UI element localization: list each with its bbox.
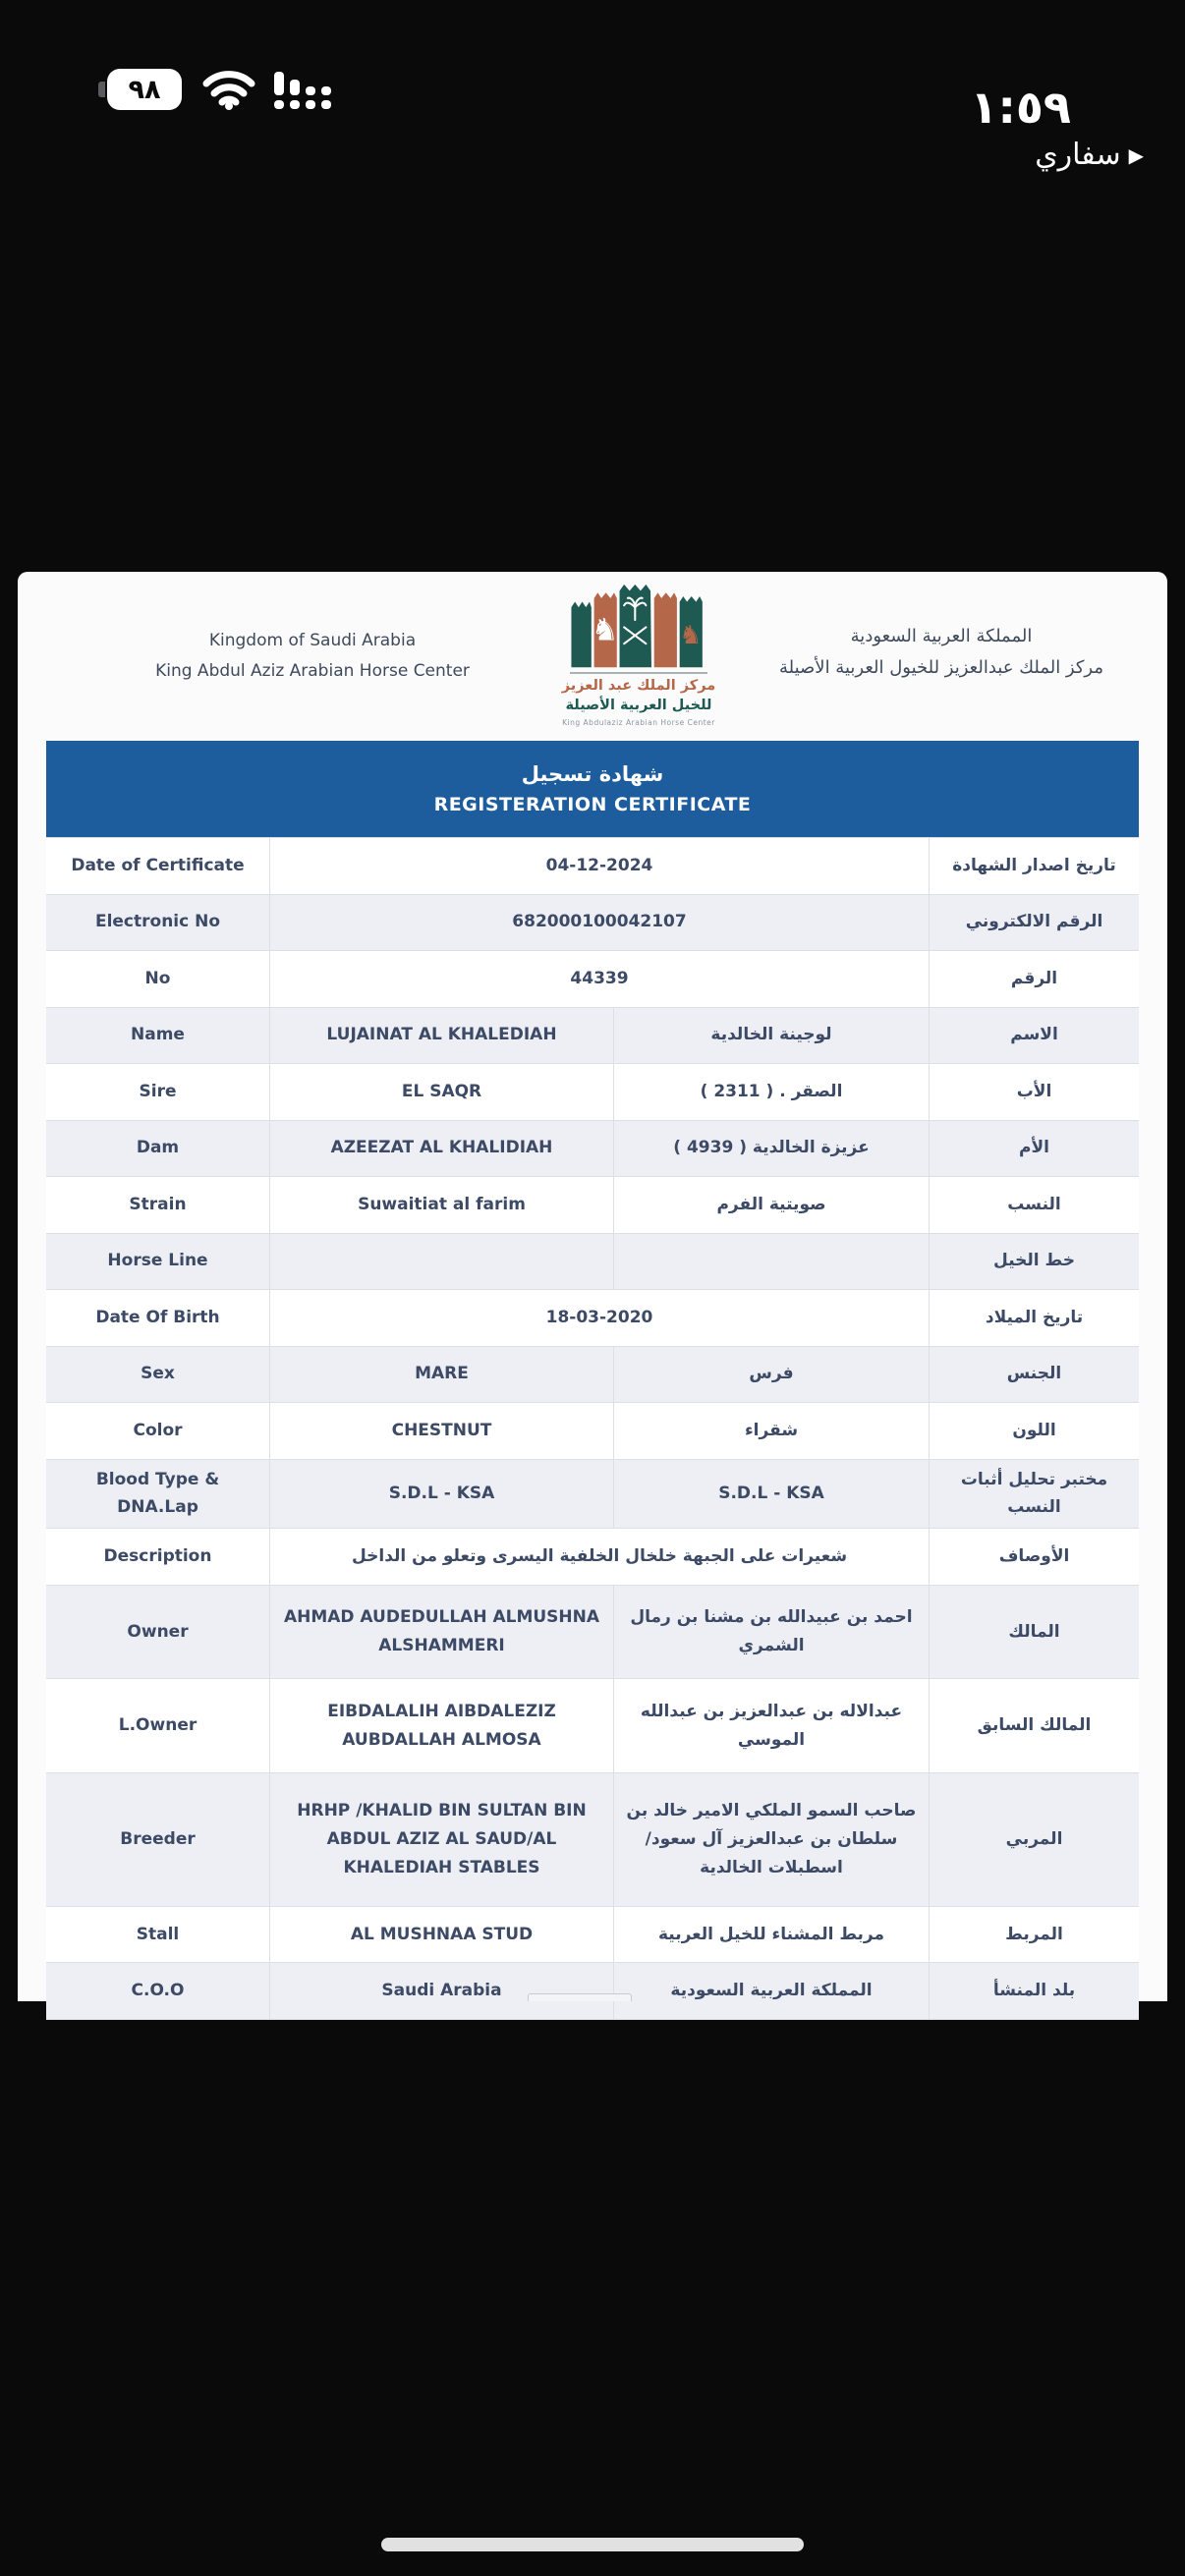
battery-icon	[98, 69, 182, 110]
row-label-en: Breeder	[120, 1828, 196, 1849]
row-value-en: EIBDALALIH AIBDALEZIZ AUBDALLAH ALMOSA	[269, 1679, 613, 1772]
table-row	[46, 1403, 1139, 1460]
row-label-en: Strain	[129, 1194, 187, 1214]
row-value-en: LUJAINAT AL KHALEDIAH	[269, 1008, 613, 1064]
battery-nub	[98, 82, 105, 97]
wifi-icon	[201, 69, 256, 110]
row-label-ar: المربي	[929, 1773, 1139, 1906]
svg-text:♞: ♞	[591, 612, 619, 648]
table-row	[46, 1963, 1139, 2020]
row-value-ar: شقراء	[613, 1403, 929, 1459]
svg-text:♞: ♞	[679, 621, 703, 651]
table-row	[46, 895, 1139, 952]
banner-title-english: REGISTERATION CERTIFICATE	[433, 794, 752, 815]
table-row	[46, 838, 1139, 895]
row-label-ar: مختبر تحليل أثبات النسب	[929, 1460, 1139, 1529]
row-label-en: Owner	[127, 1621, 189, 1642]
row-value-ar: مربط المشناء للخيل العربية	[613, 1907, 929, 1963]
row-label-ar: الأم	[929, 1121, 1139, 1177]
row-label-ar: تاريخ الميلاد	[929, 1290, 1139, 1346]
row-label-en: Date Of Birth	[95, 1307, 220, 1327]
row-value-en: AHMAD AUDEDULLAH ALMUSHNA ALSHAMMERI	[269, 1586, 613, 1679]
table-row	[46, 1529, 1139, 1586]
row-value-en: MARE	[269, 1347, 613, 1403]
row-value-en: Suwaitiat al farim	[269, 1177, 613, 1233]
row-value: 04-12-2024	[269, 838, 929, 894]
return-app-label: سفاري	[1035, 138, 1121, 172]
row-label-en: No	[144, 968, 171, 988]
row-value-en: Saudi Arabia	[269, 1963, 613, 2019]
table-row	[46, 1290, 1139, 1347]
next-element-peek	[528, 1993, 632, 2001]
table-row	[46, 1177, 1139, 1234]
row-label-ar: اللون	[929, 1403, 1139, 1459]
certificate-table	[46, 837, 1139, 2020]
table-row	[46, 1347, 1139, 1404]
row-value-en: AL MUSHNAA STUD	[269, 1907, 613, 1963]
row-label-en: Blood Type & DNA.Lap	[95, 1469, 220, 1518]
row-label-ar: الجنس	[929, 1347, 1139, 1403]
row-label-en: Name	[131, 1025, 185, 1045]
table-row	[46, 1907, 1139, 1964]
row-value-en	[269, 1234, 613, 1290]
row-value-en: EL SAQR	[269, 1064, 613, 1120]
row-label-ar: الأب	[929, 1064, 1139, 1120]
row-label-ar: النسب	[929, 1177, 1139, 1233]
row-value-en: S.D.L - KSA	[269, 1460, 613, 1529]
row-label-ar: خط الخيل	[929, 1234, 1139, 1290]
row-value-ar	[613, 1234, 929, 1290]
battery-percent: ٩٨	[128, 74, 161, 105]
row-value-ar: المملكة العربية السعودية	[613, 1963, 929, 2019]
row-value-ar: الصقر . ( 2311 )	[613, 1064, 929, 1120]
row-value: شعيرات على الجبهة خلخال الخلفية اليسرى وتعلو من الداخل	[269, 1529, 929, 1585]
certificate-document	[18, 572, 1167, 2001]
logo-english-caption: King Abdulaziz Arabian Horse Center	[562, 718, 715, 728]
row-value-ar: عبدالاله بن عبدالعزيز بن عبدالله الموسي	[613, 1679, 929, 1772]
row-label-en: Dam	[136, 1138, 180, 1158]
row-label-en: L.Owner	[118, 1715, 198, 1736]
row-label-ar: تاريخ اصدار الشهادة	[929, 838, 1139, 894]
row-label-en: Sire	[139, 1081, 177, 1101]
row-label-en: Color	[133, 1420, 183, 1440]
row-value-ar: S.D.L - KSA	[613, 1460, 929, 1529]
row-value: 44339	[269, 951, 929, 1007]
row-label-en: Electronic No	[94, 912, 221, 932]
banner-title-arabic: شهادة تسجيل	[521, 762, 664, 786]
kingdom-line-ar: المملكة العربية السعودية	[850, 626, 1033, 646]
row-label-ar: المربط	[929, 1907, 1139, 1963]
row-label-en: Stall	[136, 1924, 180, 1944]
table-row	[46, 1586, 1139, 1680]
certificate-header	[18, 572, 1167, 741]
logo-arabic-line2: للخيل العربية الأصيلة	[565, 697, 712, 713]
row-value-en: CHESTNUT	[269, 1403, 613, 1459]
row-value-ar: فرس	[613, 1347, 929, 1403]
table-row	[46, 1064, 1139, 1121]
row-value-ar: عزيزة الخالدية ( 4939 )	[613, 1121, 929, 1177]
row-label-ar: الرقم الالكتروني	[929, 895, 1139, 951]
table-row	[46, 1773, 1139, 1907]
row-label-ar: المالك السابق	[929, 1679, 1139, 1772]
kingdom-line-en: Kingdom of Saudi Arabia	[208, 631, 417, 650]
header-text-english	[77, 626, 548, 688]
horse-center-logo	[536, 584, 742, 727]
center-line-ar: مركز الملك عبدالعزيز للخيول العربية الأصيلة	[778, 656, 1104, 678]
row-label-en: Date of Certificate	[71, 855, 245, 875]
status-bar-right-cluster	[772, 0, 1185, 196]
home-indicator[interactable]	[381, 2538, 804, 2551]
row-label-ar: الاسم	[929, 1008, 1139, 1064]
header-text-arabic	[764, 621, 1118, 683]
row-label-ar: بلد المنشأ	[929, 1963, 1139, 2019]
row-value-ar: احمد بن عبيدالله بن مشنا بن رمال الشمري	[613, 1586, 929, 1679]
row-label-ar: الرقم	[929, 951, 1139, 1007]
row-value-ar: صويتية الفرم	[613, 1177, 929, 1233]
table-row	[46, 1008, 1139, 1065]
row-value-en: HRHP /KHALID BIN SULTAN BIN ABDUL AZIZ AL SAUD/AL KHALEDIAH STABLES	[269, 1773, 613, 1906]
row-label-ar: المالك	[929, 1586, 1139, 1679]
table-row	[46, 1121, 1139, 1178]
row-value: 682000100042107	[269, 895, 929, 951]
play-triangle-icon: ▶	[1128, 142, 1144, 167]
status-bar	[0, 0, 1185, 196]
row-label-en: C.O.O	[131, 1981, 185, 2001]
row-label-en: Horse Line	[107, 1251, 208, 1271]
row-value: 18-03-2020	[269, 1290, 929, 1346]
table-row	[46, 1234, 1139, 1291]
table-row	[46, 1460, 1139, 1530]
certificate-title-banner	[46, 741, 1139, 837]
logo-divider	[570, 672, 707, 674]
cellular-signal-icon	[274, 70, 331, 109]
clock-time: ١:٥٩	[970, 81, 1071, 134]
center-line-en: King Abdul Aziz Arabian Horse Center	[155, 661, 470, 682]
row-label-ar: الأوصاف	[929, 1529, 1139, 1585]
row-value-ar: صاحب السمو الملكي الامير خالد بن سلطان بن عبدالعزيز آل سعود/اسطبلات الخالدية	[613, 1773, 929, 1906]
table-row	[46, 1679, 1139, 1773]
row-value-en: AZEEZAT AL KHALIDIAH	[269, 1121, 613, 1177]
row-label-en: Sex	[141, 1364, 175, 1384]
row-label-en: Description	[103, 1546, 212, 1567]
logo-arabic-line1: مركز الملك عبد العزيز	[561, 678, 716, 694]
return-to-app-button[interactable]	[1035, 138, 1144, 172]
table-row	[46, 951, 1139, 1008]
row-value-ar: لوجينة الخالدية	[613, 1008, 929, 1064]
horse-center-emblem-icon	[564, 584, 713, 670]
status-bar-left-cluster	[98, 69, 331, 110]
